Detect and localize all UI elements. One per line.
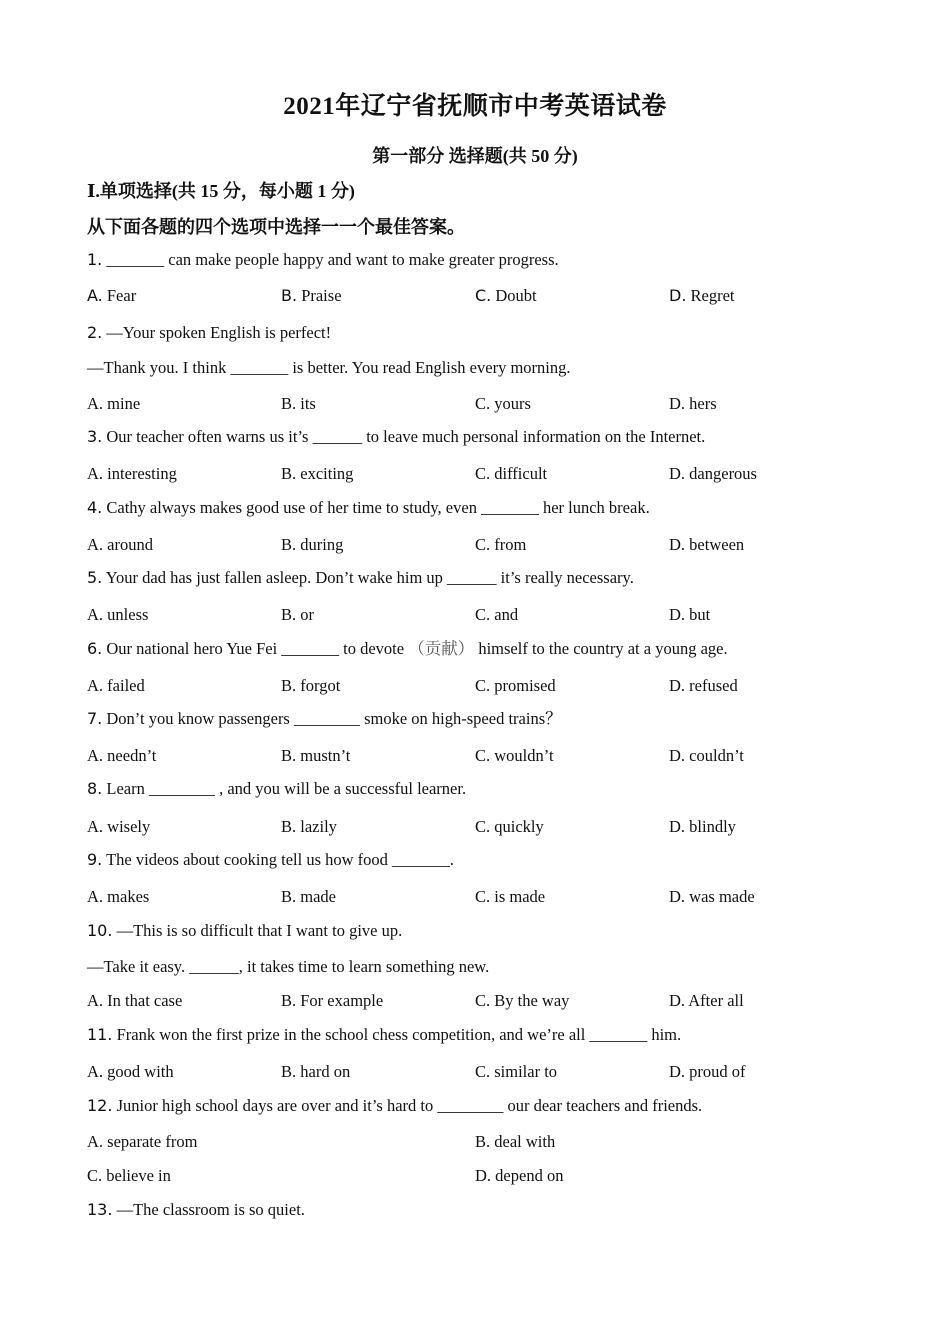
question-2-option-a: A. mine (87, 394, 141, 413)
question-10-option-b: B. For example (281, 991, 384, 1010)
question-4-stem: 4. Cathy always makes good use of her time to study, even _______ her lunch break. (87, 498, 650, 517)
question-12-stem: 12. Junior high school days are over and it’s hard to ________ our dear teachers and friends. (87, 1096, 703, 1115)
question-5-stem: 5. Your dad has just fallen asleep. Don’t wake him up ______ it’s really necessary. (87, 568, 634, 587)
question-6-option-c: C. promised (475, 676, 556, 695)
question-7-option-c: C. wouldn’t (475, 746, 554, 765)
question-11-option-b: B. hard on (281, 1062, 351, 1081)
question-11-option-d: D. proud of (669, 1062, 746, 1081)
question-11-option-c: C. similar to (475, 1062, 558, 1081)
question-1-option-c: C. Doubt (475, 286, 537, 305)
question-7-option-d: D. couldn’t (669, 746, 744, 765)
question-12-option-d: D. depend on (475, 1166, 564, 1185)
question-6-option-b: B. forgot (281, 676, 341, 695)
question-7-stem: 7. Don’t you know passengers ________ smoke on high-speed trains？ (87, 709, 562, 728)
question-5-option-c: C. and (475, 605, 519, 624)
question-3-option-d: D. dangerous (669, 464, 757, 483)
question-12-option-c: C. believe in (87, 1166, 171, 1185)
question-8-option-c: C. quickly (475, 817, 544, 836)
question-3-option-c: C. difficult (475, 464, 548, 483)
question-10-option-d: D. After all (669, 991, 744, 1010)
question-9-option-a: A. makes (87, 887, 150, 906)
question-2-stem: 2. —Your spoken English is perfect! (87, 323, 332, 342)
exam-title: 2021年辽宁省抚顺市中考英语试卷 (283, 93, 667, 120)
section-heading: Ⅰ.单项选择(共 15 分，每小题 1 分) (87, 181, 355, 201)
question-11-option-a: A. good with (87, 1062, 174, 1081)
question-2-option-b: B. its (281, 394, 316, 413)
question-1-stem: 1. _______ can make people happy and want to make greater progress. (87, 250, 559, 269)
question-5-option-b: B. or (281, 605, 314, 624)
question-4-option-a: A. around (87, 535, 153, 554)
question-4-option-d: D. between (669, 535, 745, 554)
question-9-option-b: B. made (281, 887, 336, 906)
question-1-option-b: B. Praise (281, 286, 342, 305)
question-1-option-d: D. Regret (669, 286, 735, 305)
instruction-text: 从下面各题的四个选项中选择一一个最佳答案。 (87, 217, 465, 237)
question-12-option-a: A. separate from (87, 1132, 198, 1151)
question-6-stem: 6. Our national hero Yue Fei _______ to devote （贡献） himself to the country at a young age. (87, 639, 728, 658)
question-9-option-c: C. is made (475, 887, 546, 906)
question-12-option-b: B. deal with (475, 1132, 556, 1151)
question-9-option-d: D. was made (669, 887, 755, 906)
question-10-option-a: A. In that case (87, 991, 183, 1010)
question-10-option-c: C. By the way (475, 991, 570, 1010)
question-7-option-b: B. mustn’t (281, 746, 351, 765)
question-11-stem: 11. Frank won the first prize in the school chess competition, and we’re all _______ him. (87, 1025, 682, 1044)
question-8-option-b: B. lazily (281, 817, 337, 836)
question-8-option-d: D. blindly (669, 817, 736, 836)
question-10-stem-reply: —Take it easy. ______, it takes time to learn something new. (87, 957, 490, 976)
question-2-stem-reply: —Thank you. I think _______ is better. You read English every morning. (87, 358, 571, 377)
question-9-stem: 9. The videos about cooking tell us how food _______. (87, 850, 454, 869)
question-4-option-c: C. from (475, 535, 527, 554)
question-3-stem: 3. Our teacher often warns us it’s ______ to leave much personal information on the Internet. (87, 427, 706, 446)
question-10-stem: 10. —This is so difficult that I want to give up. (87, 921, 403, 940)
question-8-stem: 8. Learn ________ , and you will be a successful learner. (87, 779, 467, 798)
question-2-option-d: D. hers (669, 394, 717, 413)
question-13-stem: 13. —The classroom is so quiet. (87, 1200, 305, 1219)
chinese-gloss: （贡献） (408, 639, 475, 658)
question-7-option-a: A. needn’t (87, 746, 157, 765)
question-4-option-b: B. during (281, 535, 344, 554)
question-3-option-b: B. exciting (281, 464, 354, 483)
question-5-option-d: D. but (669, 605, 711, 624)
question-2-option-c: C. yours (475, 394, 531, 413)
question-3-option-a: A. interesting (87, 464, 177, 483)
question-5-option-a: A. unless (87, 605, 149, 624)
question-8-option-a: A. wisely (87, 817, 151, 836)
question-1-option-a: A. Fear (87, 286, 137, 305)
question-6-option-d: D. refused (669, 676, 738, 695)
part-heading: 第一部分 选择题(共 50 分) (372, 146, 578, 166)
question-6-option-a: A. failed (87, 676, 145, 695)
